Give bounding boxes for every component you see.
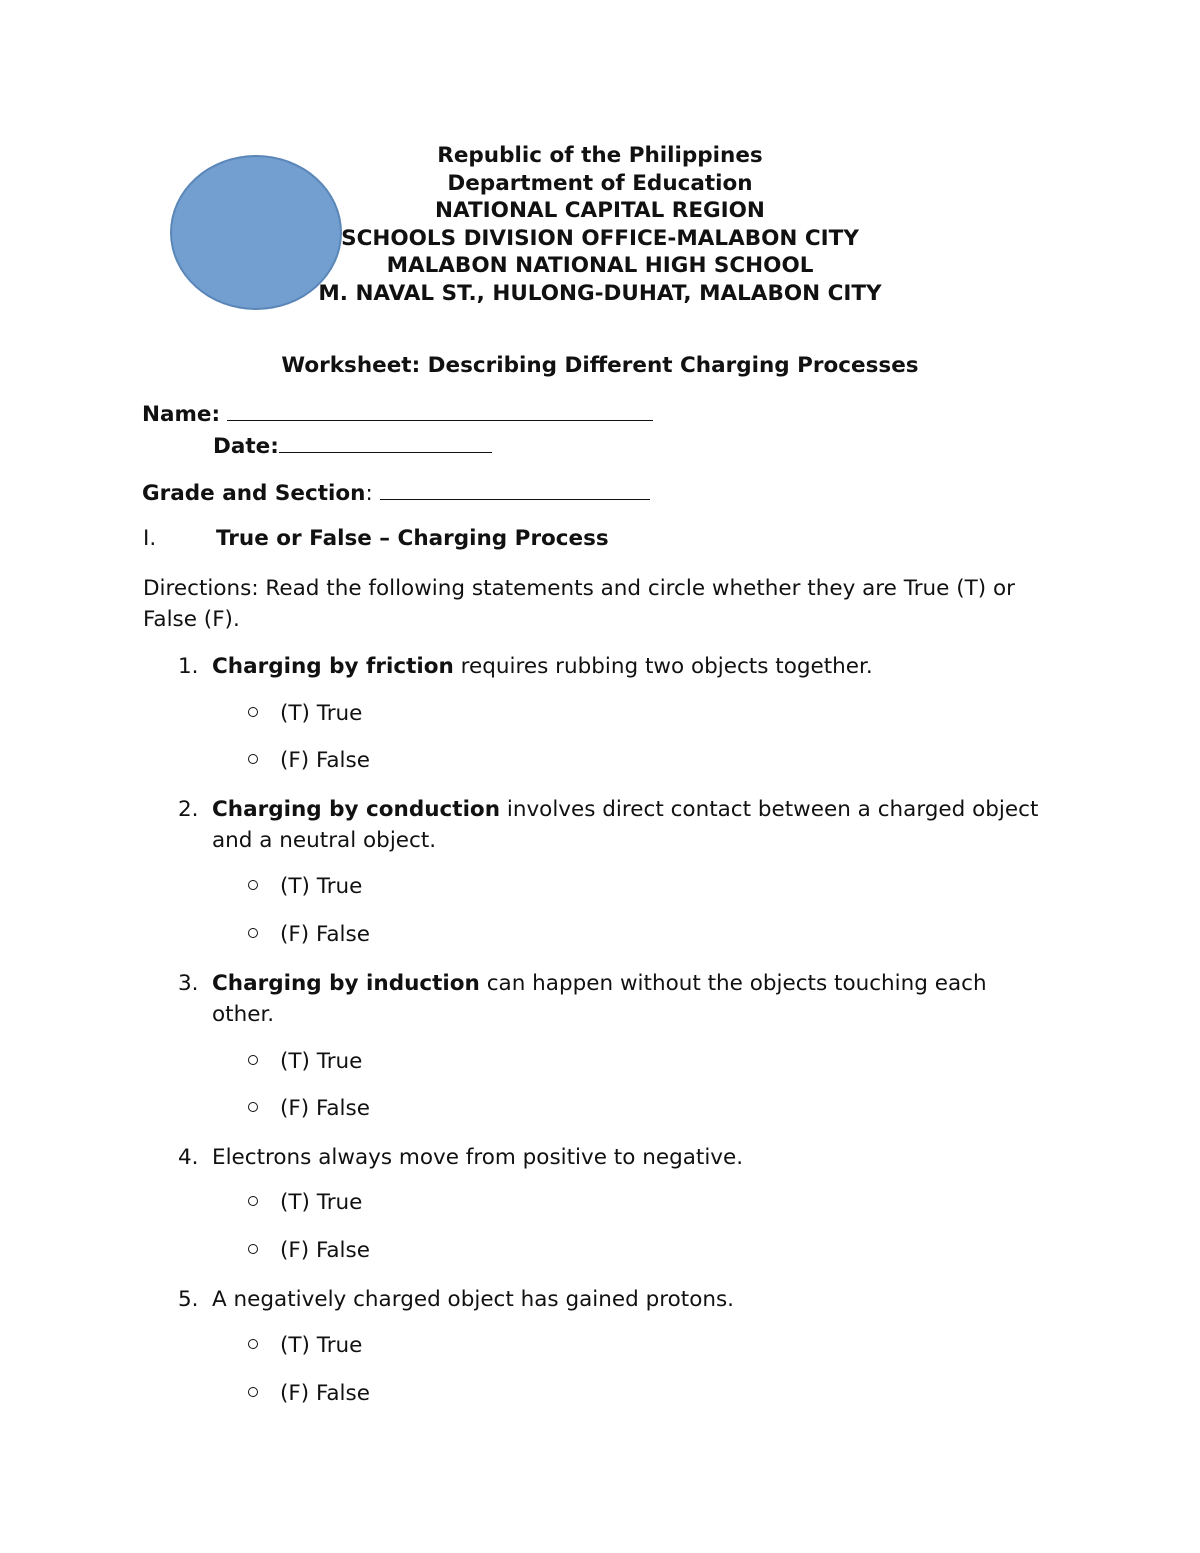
name-blank[interactable] [227, 400, 653, 421]
option-true[interactable] [248, 700, 362, 728]
question-item [178, 794, 1048, 856]
header-department: Department of Education [447, 170, 753, 196]
bullet-circle-icon [248, 1387, 258, 1397]
bullet-circle-icon [248, 707, 258, 717]
question-number: 4. [178, 1145, 199, 1170]
bullet-circle-icon [248, 880, 258, 890]
question-item [178, 1142, 1048, 1173]
bullet-circle-icon [248, 1196, 258, 1206]
option-false[interactable] [248, 1095, 370, 1123]
question-number: 5. [178, 1287, 199, 1312]
bullet-circle-icon [248, 1244, 258, 1254]
date-label: Date: [213, 434, 279, 459]
grade-section-blank[interactable] [380, 479, 650, 500]
grade-section-colon: : [365, 481, 373, 506]
option-label: (T) True [280, 1049, 363, 1074]
document-header [0, 142, 1200, 307]
date-blank[interactable] [279, 432, 492, 453]
option-false[interactable] [248, 921, 370, 949]
name-label: Name: [142, 402, 221, 427]
question-keyword: Charging by conduction [212, 797, 501, 822]
option-true[interactable] [248, 1332, 362, 1360]
question-item [178, 968, 1048, 1030]
worksheet-title: Worksheet: Describing Different Charging Processes [281, 353, 919, 378]
question-text [212, 1284, 1048, 1315]
grade-section-label: Grade and Section [142, 481, 366, 506]
option-label: (T) True [280, 874, 363, 899]
option-false[interactable] [248, 1237, 370, 1265]
question-rest: requires rubbing two objects together. [453, 654, 873, 679]
header-school: MALABON NATIONAL HIGH SCHOOL [386, 253, 814, 278]
question-number: 1. [178, 654, 199, 679]
section-number: I. [143, 526, 157, 551]
question-number: 3. [178, 971, 199, 996]
question-text [212, 651, 1048, 682]
grade-section-field [142, 479, 650, 506]
question-text [212, 794, 1048, 856]
option-label: (T) True [280, 701, 363, 726]
option-true[interactable] [248, 1189, 362, 1217]
question-rest: Electrons always move from positive to negative. [212, 1145, 744, 1170]
question-number: 2. [178, 797, 199, 822]
option-label: (F) False [280, 748, 370, 773]
question-rest: involves direct contact between a charged object and a neutral object. [212, 797, 1039, 853]
option-label: (F) False [280, 1381, 370, 1406]
bullet-circle-icon [248, 1339, 258, 1349]
option-label: (F) False [280, 922, 370, 947]
option-label: (F) False [280, 1238, 370, 1263]
option-label: (T) True [280, 1333, 363, 1358]
question-text [212, 968, 1048, 1030]
bullet-circle-icon [248, 1055, 258, 1065]
section-title: True or False – Charging Process [216, 526, 609, 551]
option-false[interactable] [248, 1380, 370, 1408]
question-keyword: Charging by induction [212, 971, 480, 996]
bullet-circle-icon [248, 754, 258, 764]
header-region: NATIONAL CAPITAL REGION [435, 198, 765, 223]
bullet-circle-icon [248, 928, 258, 938]
option-label: (T) True [280, 1190, 363, 1215]
option-label: (F) False [280, 1096, 370, 1121]
question-item [178, 651, 1048, 682]
question-item [178, 1284, 1048, 1315]
directions-text: Directions: Read the following statements and circle whether they are True (T) or False (F). [143, 576, 1015, 632]
option-false[interactable] [248, 747, 370, 775]
header-address: M. NAVAL ST., HULONG-DUHAT, MALABON CITY [318, 280, 882, 306]
option-true[interactable] [248, 873, 362, 901]
question-text [212, 1142, 1048, 1173]
header-republic: Republic of the Philippines [437, 143, 763, 168]
date-field [213, 432, 492, 459]
bullet-circle-icon [248, 1102, 258, 1112]
header-division: SCHOOLS DIVISION OFFICE-MALABON CITY [341, 225, 859, 251]
question-rest: can happen without the objects touching each other. [212, 971, 987, 1027]
option-true[interactable] [248, 1048, 362, 1076]
question-keyword: Charging by friction [212, 654, 454, 679]
name-field [142, 400, 653, 427]
question-rest: A negatively charged object has gained protons. [212, 1287, 735, 1312]
